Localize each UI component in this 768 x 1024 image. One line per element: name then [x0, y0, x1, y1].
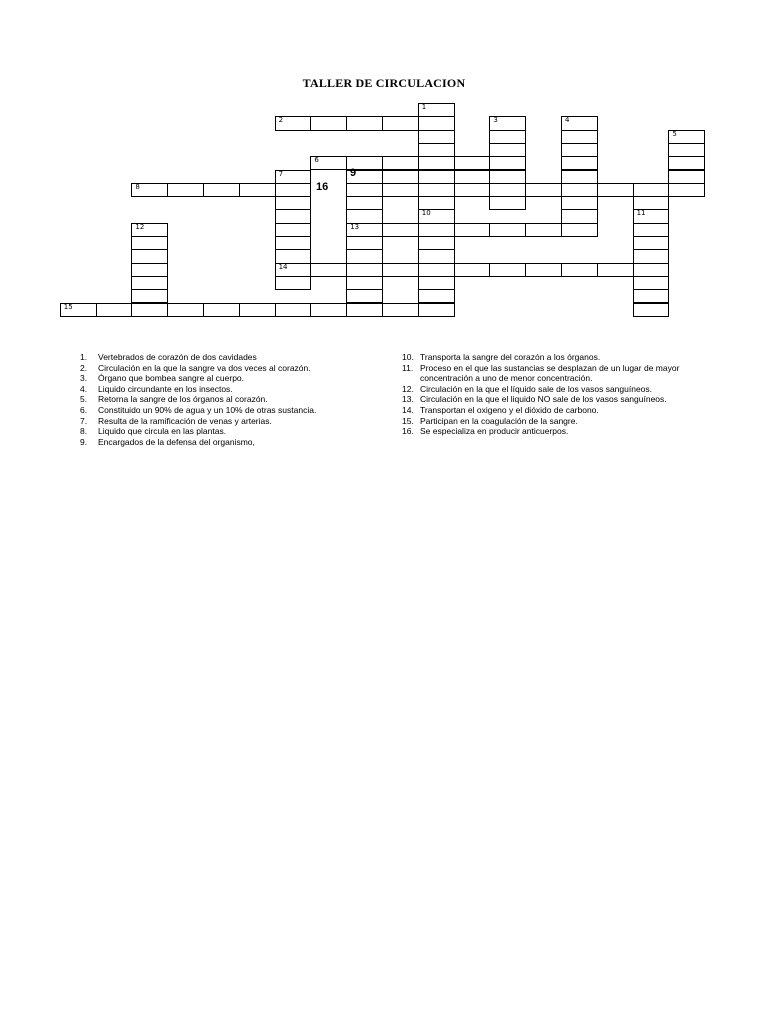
clue-item — [80, 384, 380, 395]
clue-item — [80, 352, 380, 363]
crossword-cell[interactable] — [561, 130, 598, 144]
crossword-cell[interactable] — [346, 236, 383, 250]
crossword-cell[interactable] — [668, 183, 705, 197]
crossword-cell[interactable] — [633, 263, 670, 277]
crossword-cell[interactable] — [239, 303, 276, 317]
crossword-cell[interactable] — [131, 303, 168, 317]
crossword-cell[interactable] — [418, 183, 455, 197]
crossword-cell[interactable] — [454, 170, 491, 184]
crossword-cell[interactable] — [561, 143, 598, 157]
crossword-cell[interactable] — [561, 170, 598, 184]
clue-item — [402, 363, 732, 384]
crossword-cell[interactable] — [346, 276, 383, 290]
clue-text: Circulación en la que la sangre va dos veces al corazón. — [98, 362, 311, 373]
crossword-cell[interactable] — [525, 223, 562, 237]
crossword-cell[interactable] — [310, 303, 347, 317]
crossword-cell[interactable] — [561, 196, 598, 210]
crossword-cell[interactable] — [131, 183, 168, 197]
crossword-cell[interactable] — [382, 116, 419, 130]
clue-item — [402, 352, 732, 363]
crossword-cell[interactable] — [346, 196, 383, 210]
clue-item — [402, 405, 732, 416]
cell-number: 15 — [63, 302, 73, 311]
crossword-cell[interactable] — [561, 183, 598, 197]
clue-item — [402, 426, 732, 437]
crossword-cell[interactable] — [382, 303, 419, 317]
crossword-cell[interactable] — [131, 249, 168, 263]
clue-text: Vertebrados de corazón de dos cavidades — [98, 352, 257, 362]
clue-text: Retorna la sangre de los órganos al corazón. — [98, 394, 268, 405]
crossword-cell[interactable] — [489, 183, 526, 197]
clue-number-16: 16 — [316, 181, 329, 193]
crossword-cell[interactable] — [489, 263, 526, 277]
crossword-cell[interactable] — [525, 183, 562, 197]
crossword-cell[interactable] — [346, 263, 383, 277]
clue-item — [80, 405, 380, 416]
crossword-cell[interactable] — [310, 116, 347, 130]
clue-number: 11. — [402, 362, 414, 373]
crossword-cell[interactable] — [418, 276, 455, 290]
cell-number: 4 — [565, 116, 570, 125]
crossword-cell[interactable] — [489, 116, 526, 130]
crossword-cell[interactable] — [131, 289, 168, 303]
crossword-cell[interactable] — [597, 263, 634, 277]
clue-text: Constituido un 90% de agua y un 10% de otras sustancia. — [98, 404, 317, 415]
crossword-cell[interactable] — [418, 116, 455, 130]
cell-number: 5 — [672, 129, 677, 138]
crossword-cell[interactable] — [489, 143, 526, 157]
crossword-cell[interactable] — [418, 303, 455, 317]
cell-number: 3 — [493, 116, 498, 125]
crossword-cell[interactable] — [310, 156, 347, 170]
crossword-cell[interactable] — [167, 183, 204, 197]
clue-number: 2. — [80, 362, 88, 373]
cell-number: 13 — [350, 222, 360, 231]
clue-item — [80, 394, 380, 405]
crossword-cell[interactable] — [489, 196, 526, 210]
crossword-cell[interactable] — [561, 263, 598, 277]
cell-number: 14 — [278, 262, 288, 271]
cell-number: 12 — [135, 222, 145, 231]
crossword-cell[interactable] — [633, 276, 670, 290]
clue-number: 14. — [402, 404, 414, 415]
clue-number: 7. — [80, 415, 88, 426]
crossword-cell[interactable] — [633, 289, 670, 303]
crossword-cell[interactable] — [561, 223, 598, 237]
crossword-cell[interactable] — [489, 156, 526, 170]
crossword-cell[interactable] — [418, 143, 455, 157]
clue-text: Liquido que circula en las plantas. — [98, 426, 227, 437]
crossword-cell[interactable] — [346, 289, 383, 303]
cell-number: 7 — [278, 169, 284, 178]
crossword-cell[interactable] — [561, 116, 598, 130]
clue-text: Se especializa en producir anticuerpos. — [420, 426, 569, 437]
cell-number: 6 — [314, 156, 319, 165]
crossword-cell[interactable] — [454, 156, 491, 170]
crossword-cell[interactable] — [346, 303, 383, 317]
crossword-cell[interactable] — [275, 223, 312, 237]
crossword-cell[interactable] — [489, 170, 526, 184]
crossword-cell[interactable] — [382, 263, 419, 277]
clue-item — [80, 437, 380, 448]
crossword-cell[interactable] — [275, 170, 312, 184]
crossword-cell[interactable] — [131, 236, 168, 250]
crossword-cell[interactable] — [561, 209, 598, 223]
crossword-cell[interactable] — [131, 223, 168, 237]
crossword-cell[interactable] — [418, 223, 455, 237]
clue-text: Circulación en la que el líquido sale de los vasos sanguíneos. — [420, 383, 653, 394]
crossword-cell[interactable] — [96, 303, 133, 317]
crossword-cell[interactable] — [525, 263, 562, 277]
cell-number: 11 — [636, 209, 646, 218]
crossword-cell[interactable] — [454, 223, 491, 237]
clue-item — [402, 394, 732, 405]
crossword-cell[interactable] — [418, 170, 455, 184]
clue-item — [80, 363, 380, 374]
crossword-cell[interactable] — [382, 183, 419, 197]
crossword-cell[interactable] — [275, 116, 312, 130]
crossword-cell[interactable] — [668, 170, 705, 184]
clue-item — [80, 373, 380, 384]
clue-item — [402, 416, 732, 427]
crossword-cell[interactable] — [167, 303, 204, 317]
clue-number: 8. — [80, 426, 88, 437]
crossword-cell[interactable] — [131, 263, 168, 277]
clue-text: Participan en la coagulación de la sangre. — [420, 415, 578, 426]
crossword-cell[interactable] — [346, 183, 383, 197]
clue-number: 15. — [402, 415, 414, 426]
crossword-cell[interactable] — [346, 116, 383, 130]
crossword-cell[interactable] — [633, 183, 670, 197]
crossword-cell[interactable] — [239, 183, 276, 197]
clue-number-9: 9 — [350, 167, 357, 179]
crossword-cell[interactable] — [668, 143, 705, 157]
clue-item — [402, 384, 732, 395]
crossword-cell[interactable] — [382, 170, 419, 184]
clue-number: 6. — [80, 404, 88, 415]
crossword-cell[interactable] — [633, 236, 670, 250]
crossword-cell[interactable] — [418, 130, 455, 144]
cell-number: 2 — [278, 116, 284, 125]
crossword-cell[interactable] — [382, 223, 419, 237]
crossword-cell[interactable] — [275, 183, 312, 197]
crossword-cell[interactable] — [203, 303, 240, 317]
clue-number: 16. — [402, 426, 414, 437]
crossword-cell[interactable] — [633, 223, 670, 237]
clue-text: Órgano que bombea sangre al cuerpo. — [98, 373, 245, 384]
cell-number: 8 — [135, 182, 140, 191]
clue-item — [80, 426, 380, 437]
crossword-cell[interactable] — [346, 209, 383, 223]
clue-text: Liquido circundante en los insectos. — [98, 383, 233, 394]
clue-text: Transporta la sangre del corazón a los órganos. — [420, 352, 601, 362]
clue-number: 10. — [402, 352, 414, 362]
crossword-cell[interactable] — [489, 130, 526, 144]
crossword-cell[interactable] — [633, 209, 670, 223]
crossword-cell[interactable] — [346, 249, 383, 263]
crossword-cell[interactable] — [60, 303, 97, 317]
clue-number: 13. — [402, 394, 414, 405]
clue-item — [80, 416, 380, 427]
crossword-cell[interactable] — [633, 249, 670, 263]
crossword-cell[interactable] — [418, 236, 455, 250]
crossword-cell[interactable] — [275, 263, 312, 277]
crossword-cell[interactable] — [561, 156, 598, 170]
crossword-cell[interactable] — [597, 183, 634, 197]
clue-number: 1. — [80, 352, 88, 362]
crossword-cell[interactable] — [418, 249, 455, 263]
crossword-cell[interactable] — [489, 223, 526, 237]
crossword-cell[interactable] — [418, 289, 455, 303]
clue-text: Transportan el oxigeno y el dióxido de carbono. — [420, 404, 599, 415]
cell-number: 10 — [421, 209, 431, 218]
crossword-cell[interactable] — [668, 130, 705, 144]
crossword-cell[interactable] — [454, 183, 491, 197]
page-title: TALLER DE CIRCULACION — [302, 76, 466, 90]
clue-number: 5. — [80, 394, 88, 405]
crossword-cell[interactable] — [633, 196, 670, 210]
clue-text: Encargados de la defensa del organismo, — [98, 436, 255, 447]
cell-number: 1 — [421, 103, 427, 111]
crossword-cell[interactable] — [633, 303, 670, 317]
crossword-cell[interactable] — [418, 209, 455, 223]
crossword-cell[interactable] — [454, 263, 491, 277]
crossword-cell[interactable] — [203, 183, 240, 197]
crossword-cell[interactable] — [418, 103, 455, 117]
crossword-cell[interactable] — [382, 156, 419, 170]
crossword-cell[interactable] — [275, 276, 312, 290]
clue-number: 9. — [80, 436, 88, 447]
crossword-cell[interactable] — [346, 223, 383, 237]
crossword-cell[interactable] — [310, 263, 347, 277]
crossword-grid — [0, 0, 768, 330]
crossword-cell[interactable] — [418, 196, 455, 210]
crossword-cell[interactable] — [275, 196, 312, 210]
crossword-cell[interactable] — [131, 276, 168, 290]
clue-number: 4. — [80, 383, 88, 394]
crossword-cell[interactable] — [275, 303, 312, 317]
clue-text: Resulta de la ramificación de venas y arterias. — [98, 415, 272, 426]
crossword-cell[interactable] — [275, 249, 312, 263]
crossword-cell[interactable] — [275, 209, 312, 223]
clue-number: 12. — [402, 383, 414, 394]
crossword-cell[interactable] — [275, 236, 312, 250]
clue-text: Circulación en la que el liquido NO sale de los vasos sanguíneos. — [420, 394, 667, 405]
crossword-cell[interactable] — [418, 263, 455, 277]
clue-number: 3. — [80, 373, 88, 384]
crossword-cell[interactable] — [418, 156, 455, 170]
clue-text: Proceso en el que las sustancias se desplazan de un lugar de mayor concentración a uno de menor concentración. — [420, 362, 680, 384]
clue-list-left — [80, 352, 380, 447]
crossword-cell[interactable] — [668, 156, 705, 170]
clue-list-right — [402, 352, 732, 437]
